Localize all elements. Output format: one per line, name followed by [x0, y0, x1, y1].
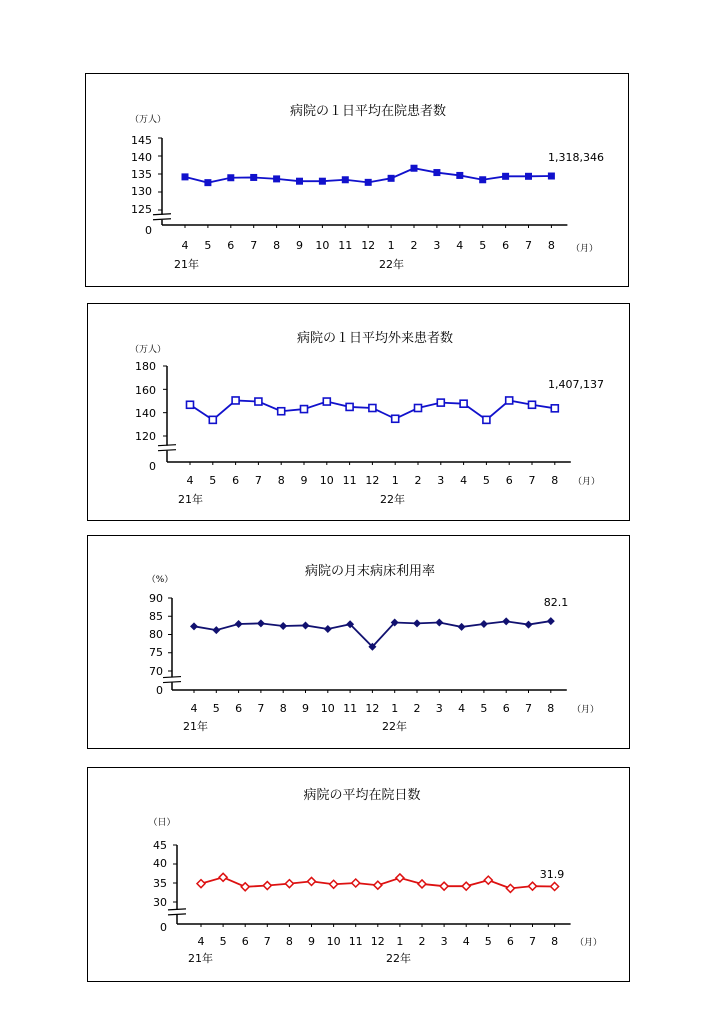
month-label: 4: [458, 702, 466, 715]
chart-title: 病院の平均在院日数: [303, 788, 421, 803]
y-axis-unit: （万人）: [129, 115, 167, 125]
data-point: [342, 176, 349, 183]
y-axis-unit: （万人）: [129, 345, 167, 355]
month-label: 7: [525, 702, 532, 715]
month-label: 8: [547, 702, 555, 715]
x-axis-unit: （月）: [571, 244, 599, 254]
month-label: 4: [460, 474, 468, 487]
data-point: [433, 169, 440, 176]
month-label: 2: [418, 935, 426, 948]
chart-inpatients-svg: [86, 74, 630, 288]
data-point: [462, 882, 470, 890]
month-label: 3: [437, 474, 445, 487]
y-tick: 140: [131, 151, 152, 164]
month-label: 9: [302, 702, 309, 715]
data-point: [352, 879, 360, 887]
month-label: 12: [365, 702, 380, 715]
data-point: [285, 880, 293, 888]
month-label: 4: [181, 239, 189, 252]
month-label: 1: [391, 474, 399, 487]
data-point: [547, 617, 555, 625]
month-label: 2: [413, 702, 421, 715]
y-tick: 0: [145, 224, 152, 237]
data-point: [392, 415, 399, 422]
data-point: [418, 880, 426, 888]
data-point: [551, 405, 558, 412]
month-label: 12: [361, 239, 376, 252]
month-label: 3: [433, 239, 441, 252]
month-label: 5: [482, 474, 490, 487]
data-point: [415, 405, 422, 412]
data-point: [301, 406, 308, 413]
data-point: [551, 882, 559, 890]
year-label: 21年: [188, 952, 213, 965]
month-label: 5: [212, 702, 220, 715]
data-point: [525, 173, 532, 180]
y-tick: 160: [135, 384, 156, 397]
data-point: [525, 621, 533, 629]
year-label: 22年: [379, 258, 404, 271]
y-tick: 0: [149, 460, 156, 473]
month-label: 4: [197, 935, 205, 948]
month-label: 6: [502, 702, 510, 715]
data-point: [502, 617, 510, 625]
year-label: 21年: [174, 258, 199, 271]
month-label: 5: [204, 239, 212, 252]
data-point: [263, 882, 271, 890]
month-label: 1: [391, 702, 399, 715]
month-label: 10: [319, 474, 334, 487]
y-tick: 130: [131, 185, 152, 198]
data-point: [319, 178, 326, 185]
chart-panel-bed-utilization: [87, 535, 630, 749]
month-label: 1: [396, 935, 404, 948]
data-point: [212, 626, 220, 634]
month-label: 8: [273, 239, 281, 252]
last-value-label: 82.1: [543, 596, 569, 609]
y-tick: 120: [135, 430, 156, 443]
y-tick: 145: [131, 134, 152, 147]
data-point: [209, 416, 216, 423]
month-label: 4: [190, 702, 198, 715]
x-axis-unit: （月）: [575, 938, 603, 948]
data-point: [255, 398, 262, 405]
year-label: 22年: [382, 720, 407, 733]
data-point: [187, 401, 194, 408]
month-label: 7: [528, 474, 536, 487]
chart-length-of-stay-svg: [88, 768, 631, 983]
month-label: 8: [551, 474, 559, 487]
y-tick: 35: [153, 877, 167, 890]
month-label: 3: [440, 935, 448, 948]
axis-break-mark: [153, 214, 171, 215]
month-label: 11: [343, 702, 358, 715]
data-point: [365, 179, 372, 186]
data-point: [529, 401, 536, 408]
y-tick: 45: [153, 839, 167, 852]
data-point: [411, 165, 418, 172]
month-label: 6: [505, 474, 513, 487]
data-point: [548, 173, 555, 180]
last-value-label: 1,407,137: [548, 378, 604, 391]
chart-outpatients-svg: [88, 304, 631, 522]
data-point: [456, 172, 463, 179]
data-point: [369, 405, 376, 412]
month-label: 7: [263, 935, 271, 948]
y-tick: 140: [135, 407, 156, 420]
y-tick: 40: [153, 857, 167, 870]
data-point: [278, 408, 285, 415]
chart-title: 病院の月末病床利用率: [304, 564, 436, 579]
month-label: 8: [547, 239, 555, 252]
month-label: 4: [462, 935, 470, 948]
last-value-label: 31.9: [539, 868, 565, 881]
data-point: [484, 876, 492, 884]
y-axis-unit: （日）: [148, 818, 176, 828]
month-label: 6: [235, 702, 243, 715]
y-tick: 125: [131, 203, 152, 216]
month-label: 10: [326, 935, 341, 948]
month-label: 8: [285, 935, 293, 948]
x-axis-unit: （月）: [572, 705, 600, 715]
month-label: 5: [479, 239, 487, 252]
data-point: [506, 397, 513, 404]
data-point: [324, 625, 332, 633]
data-point: [273, 175, 280, 182]
data-point: [479, 176, 486, 183]
month-label: 7: [254, 474, 262, 487]
month-label: 8: [279, 702, 287, 715]
data-point: [204, 179, 211, 186]
data-point: [190, 622, 198, 630]
y-tick: 90: [149, 592, 163, 605]
y-tick: 0: [156, 684, 163, 697]
data-point: [219, 873, 227, 881]
data-point: [437, 399, 444, 406]
data-point: [458, 623, 466, 631]
data-point: [346, 403, 353, 410]
month-label: 12: [370, 935, 385, 948]
data-point: [506, 884, 514, 892]
data-point: [460, 400, 467, 407]
data-point: [302, 621, 310, 629]
data-point: [257, 619, 265, 627]
y-tick: 30: [153, 896, 167, 909]
data-point: [483, 416, 490, 423]
chart-panel-length-of-stay: [87, 767, 630, 982]
data-point: [529, 882, 537, 890]
month-label: 11: [342, 474, 357, 487]
month-label: 9: [308, 935, 315, 948]
data-point: [502, 173, 509, 180]
y-tick: 80: [149, 628, 163, 641]
month-label: 7: [250, 239, 258, 252]
axis-break-mark: [158, 445, 176, 446]
month-label: 1: [387, 239, 395, 252]
y-tick: 85: [149, 610, 163, 623]
x-axis-unit: （月）: [573, 477, 601, 487]
month-label: 11: [338, 239, 353, 252]
month-label: 5: [219, 935, 227, 948]
data-point: [388, 175, 395, 182]
y-tick: 0: [160, 921, 167, 934]
axis-break-mark: [163, 677, 181, 678]
month-label: 10: [320, 702, 335, 715]
data-point: [241, 883, 249, 891]
data-point: [182, 173, 189, 180]
month-label: 6: [241, 935, 249, 948]
data-point: [413, 619, 421, 627]
month-label: 7: [257, 702, 265, 715]
year-label: 22年: [380, 493, 405, 506]
y-tick: 180: [135, 360, 156, 373]
month-label: 11: [348, 935, 363, 948]
data-point: [374, 881, 382, 889]
month-label: 8: [277, 474, 285, 487]
data-point: [480, 620, 488, 628]
data-point: [232, 397, 239, 404]
data-point: [396, 874, 404, 882]
month-label: 4: [186, 474, 194, 487]
data-point: [323, 398, 330, 405]
data-point: [435, 619, 443, 627]
month-label: 3: [435, 702, 443, 715]
month-label: 2: [414, 474, 422, 487]
chart-bed-utilization-svg: [88, 536, 631, 750]
month-label: 10: [315, 239, 330, 252]
chart-panel-inpatients: [85, 73, 629, 287]
month-label: 5: [480, 702, 488, 715]
data-point: [330, 880, 338, 888]
month-label: 6: [232, 474, 240, 487]
month-label: 6: [227, 239, 235, 252]
month-label: 2: [410, 239, 418, 252]
month-label: 5: [209, 474, 217, 487]
year-label: 21年: [178, 493, 203, 506]
month-label: 7: [529, 935, 536, 948]
month-label: 9: [300, 474, 308, 487]
month-label: 4: [456, 239, 464, 252]
axis-break-mark: [168, 909, 186, 910]
month-label: 8: [551, 935, 559, 948]
chart-panel-outpatients: [87, 303, 630, 521]
month-label: 9: [296, 239, 303, 252]
y-tick: 135: [131, 168, 152, 181]
y-tick: 75: [149, 646, 163, 659]
month-label: 12: [365, 474, 380, 487]
data-point: [279, 622, 287, 630]
data-point: [197, 880, 205, 888]
y-axis-unit: （%）: [146, 575, 174, 585]
chart-title: 病院の１日平均在院患者数: [289, 104, 447, 119]
data-point: [227, 174, 234, 181]
chart-title: 病院の１日平均外来患者数: [296, 331, 454, 346]
y-tick: 70: [149, 665, 163, 678]
last-value-label: 1,318,346: [548, 151, 604, 164]
data-point: [296, 178, 303, 185]
month-label: 6: [502, 239, 510, 252]
month-label: 6: [506, 935, 514, 948]
data-point: [250, 174, 257, 181]
year-label: 22年: [386, 952, 411, 965]
data-point: [440, 882, 448, 890]
data-point: [308, 877, 316, 885]
data-point: [235, 620, 243, 628]
year-label: 21年: [183, 720, 208, 733]
month-label: 5: [484, 935, 492, 948]
month-label: 7: [525, 239, 532, 252]
